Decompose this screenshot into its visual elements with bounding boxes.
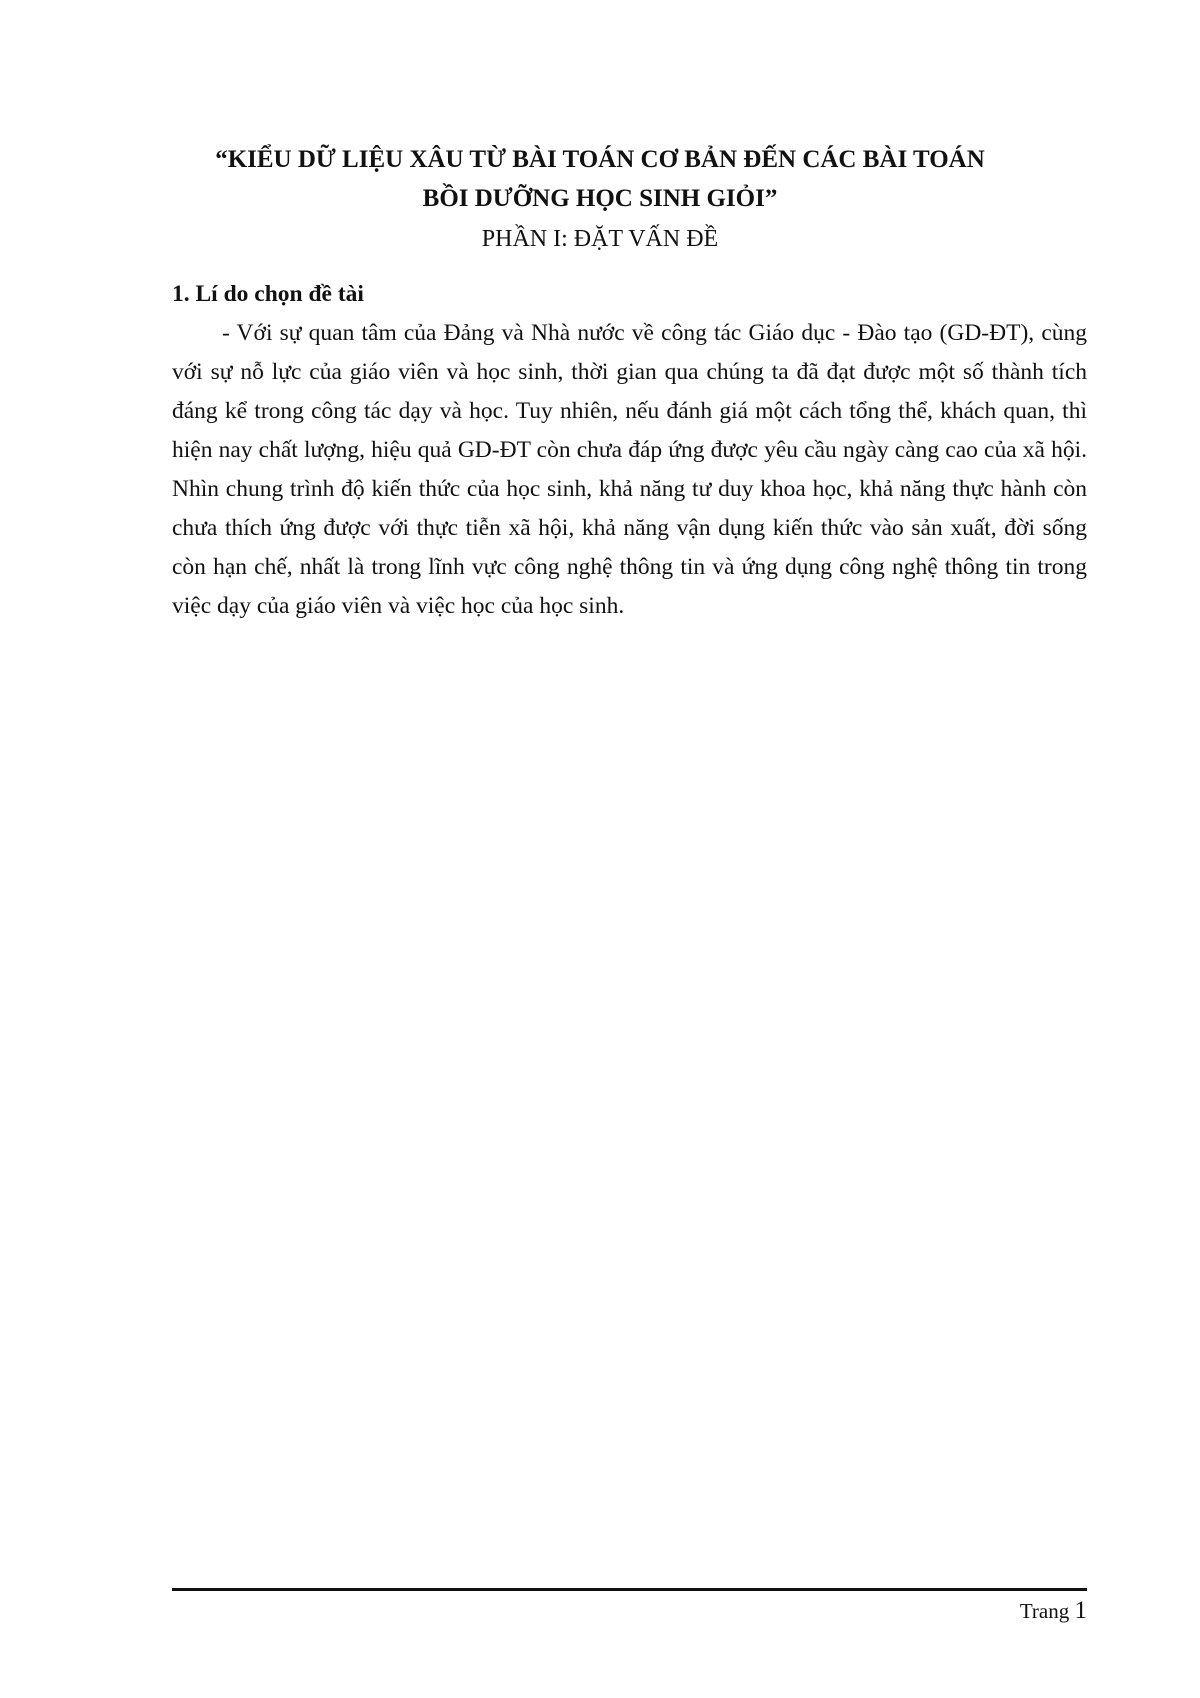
- body-paragraph: - Với sự quan tâm của Đảng và Nhà nước về công tác Giáo dục - Đào tạo (GD-ĐT), cùng với sự nỗ lực của giáo viên và học sinh, thời gian qua chúng ta đã đạt được một số thành tích đáng kể trong công tác dạy và học. Tuy nhiên, nếu đánh giá một cách tổng thể, khách quan, thì hiện nay chất lượng, hiệu quả GD-ĐT còn chưa đáp ứng được yêu cầu ngày càng cao của xã hội. Nhìn chung trình độ kiến thức của học sinh, khả năng tư duy khoa học, khả năng thực hành còn chưa thích ứng được với thực tiễn xã hội, khả năng vận dụng kiến thức vào sản xuất, đời sống còn hạn chế, nhất là trong lĩnh vực công nghệ thông tin và ứng dụng công nghệ thông tin trong việc dạy của giáo viên và việc học của học sinh.: [172, 320, 1087, 619]
- part-heading: PHẦN I: ĐẶT VẤN ĐỀ: [481, 226, 719, 252]
- page-label: Trang: [1019, 1599, 1070, 1623]
- section-heading: 1. Lí do chọn đề tài: [172, 281, 364, 307]
- footer-divider: [172, 1588, 1087, 1591]
- document-title-line-2: BỒI DƯỠNG HỌC SINH GIỎI”: [422, 185, 778, 212]
- page-number: 1: [1074, 1597, 1087, 1624]
- page-footer: [1020, 1596, 1087, 1626]
- document-title-line-1: “KIỂU DỮ LIỆU XÂU TỪ BÀI TOÁN CƠ BẢN ĐẾN CÁC BÀI TOÁN: [215, 146, 985, 173]
